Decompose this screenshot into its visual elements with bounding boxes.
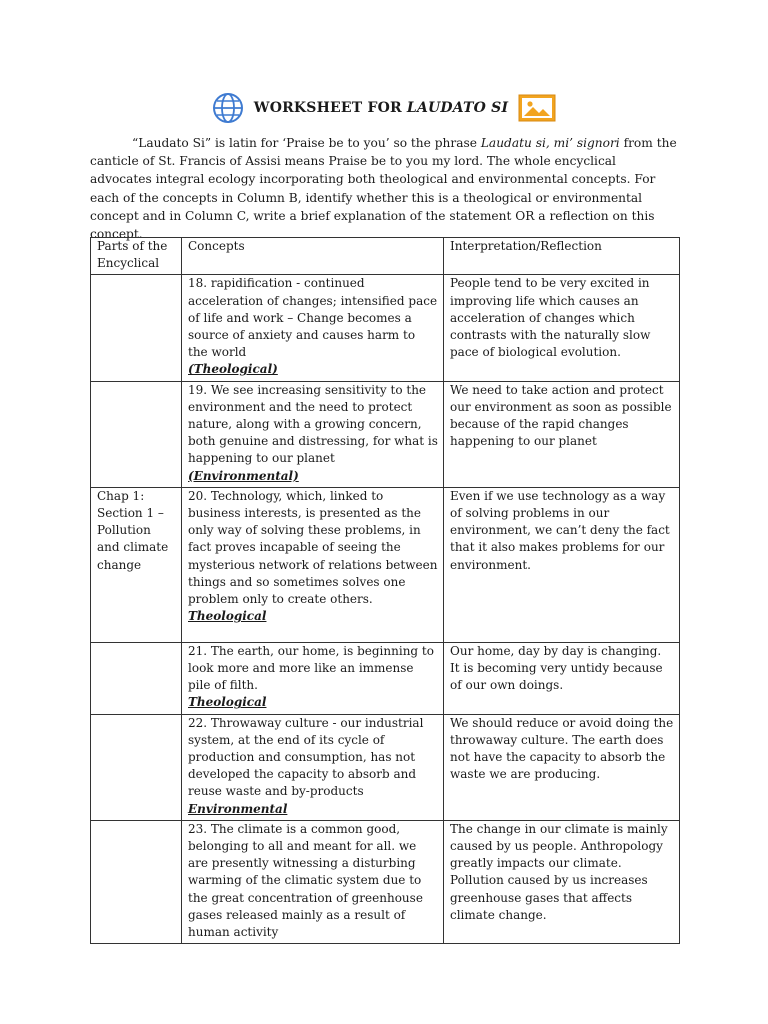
reflection-cell: People tend to be very excited in improving life which causes an acceleration of changes which contrasts with the naturally slow pace of biological evolution. [444,275,680,381]
worksheet-table [90,237,680,944]
header-concepts: Concepts [182,238,444,275]
table-row [91,275,680,381]
section-cell [91,275,182,381]
concept-text: 19. We see increasing sensitivity to the environment and the need to protect nature, along with a growing concern, both genuine and distressing, for what is happening to our planet [188,382,438,466]
concept-cell [182,487,444,642]
intro-paragraph: “Laudato Si” is latin for ‘Praise be to you’ so the phrase Laudatu si, mi’ signori from the canticle of St. Francis of Assisi means Praise be to you my lord. The whole encyclical advocates integral ecology incorporating both theological and environmental concepts. For each of the concepts in Column B, identify whether this is a theological or environmental concept and in Column C, write a brief explanation of the statement OR a reflection on this concept. [90,136,677,242]
globe-icon [212,92,244,124]
concept-tag: Theological [188,695,267,710]
table-header-row [91,238,680,275]
table-row [91,820,680,943]
title-italic: LAUDATO SI [406,100,509,116]
table-row [91,487,680,642]
concept-tag: (Environmental) [188,468,299,483]
concept-tag: (Theological) [188,362,278,377]
section-cell [91,381,182,487]
concept-cell [182,714,444,820]
concept-text: 23. The climate is a common good, belonging to all and meant for all. we are presently witnessing a disturbing warming of the climatic system due to the great concentration of greenhouse gases released mainly as a result of human activity [188,821,423,940]
image-icon [518,94,556,122]
header-interpretation: Interpretation/Reflection [444,238,680,275]
concept-cell [182,275,444,381]
concept-cell [182,381,444,487]
concept-text: 21. The earth, our home, is beginning to look more and more like an immense pile of filth. [188,643,434,693]
concept-text: 20. Technology, which, linked to business interests, is presented as the only way of solving these problems, in fact proves incapable of seeing the mysterious network of relations between things and so sometimes solves one problem only to create others. [188,488,438,607]
concept-tag: Theological [188,609,267,624]
concept-cell [182,642,444,714]
reflection-cell: Our home, day by day is changing. It is becoming very untidy because of our own doings. [444,642,680,714]
concept-text: 18. rapidification - continued acceleration of changes; intensified pace of life and work – Change becomes a source of anxiety and causes harm to the world [188,276,438,360]
reflection-cell: We need to take action and protect our environment as soon as possible because of the rapid changes happening to our planet [444,381,680,487]
reflection-cell: The change in our climate is mainly caused by us people. Anthropology greatly impacts our climate. Pollution caused by us increases greenhouse gases that affects climate change. [444,820,680,943]
table-row [91,714,680,820]
table-row [91,642,680,714]
section-cell [91,642,182,714]
section-label-cell: Chap 1: Section 1 – Pollution and climate change [91,487,182,642]
reflection-cell: We should reduce or avoid doing the throwaway culture. The earth does not have the capacity to absorb the waste we are producing. [444,714,680,820]
section-cell [91,714,182,820]
header-parts: Parts of the Encyclical [91,238,182,275]
concept-text: 22. Throwaway culture - our industrial system, at the end of its cycle of production and consumption, has not developed the capacity to absorb and reuse waste and by-products [188,715,424,799]
table-row [91,381,680,487]
section-cell [91,820,182,943]
page-title: WORKSHEET FOR LAUDATO SI [253,100,509,116]
concept-cell [182,820,444,943]
concept-tag: Environmental [188,801,288,816]
reflection-cell: Even if we use technology as a way of solving problems in our environment, we can’t deny the fact that it also makes problems for our environment. [444,487,680,642]
intro-italic-phrase: Laudatu si, mi’ signori [480,136,620,150]
title-row [0,90,768,126]
